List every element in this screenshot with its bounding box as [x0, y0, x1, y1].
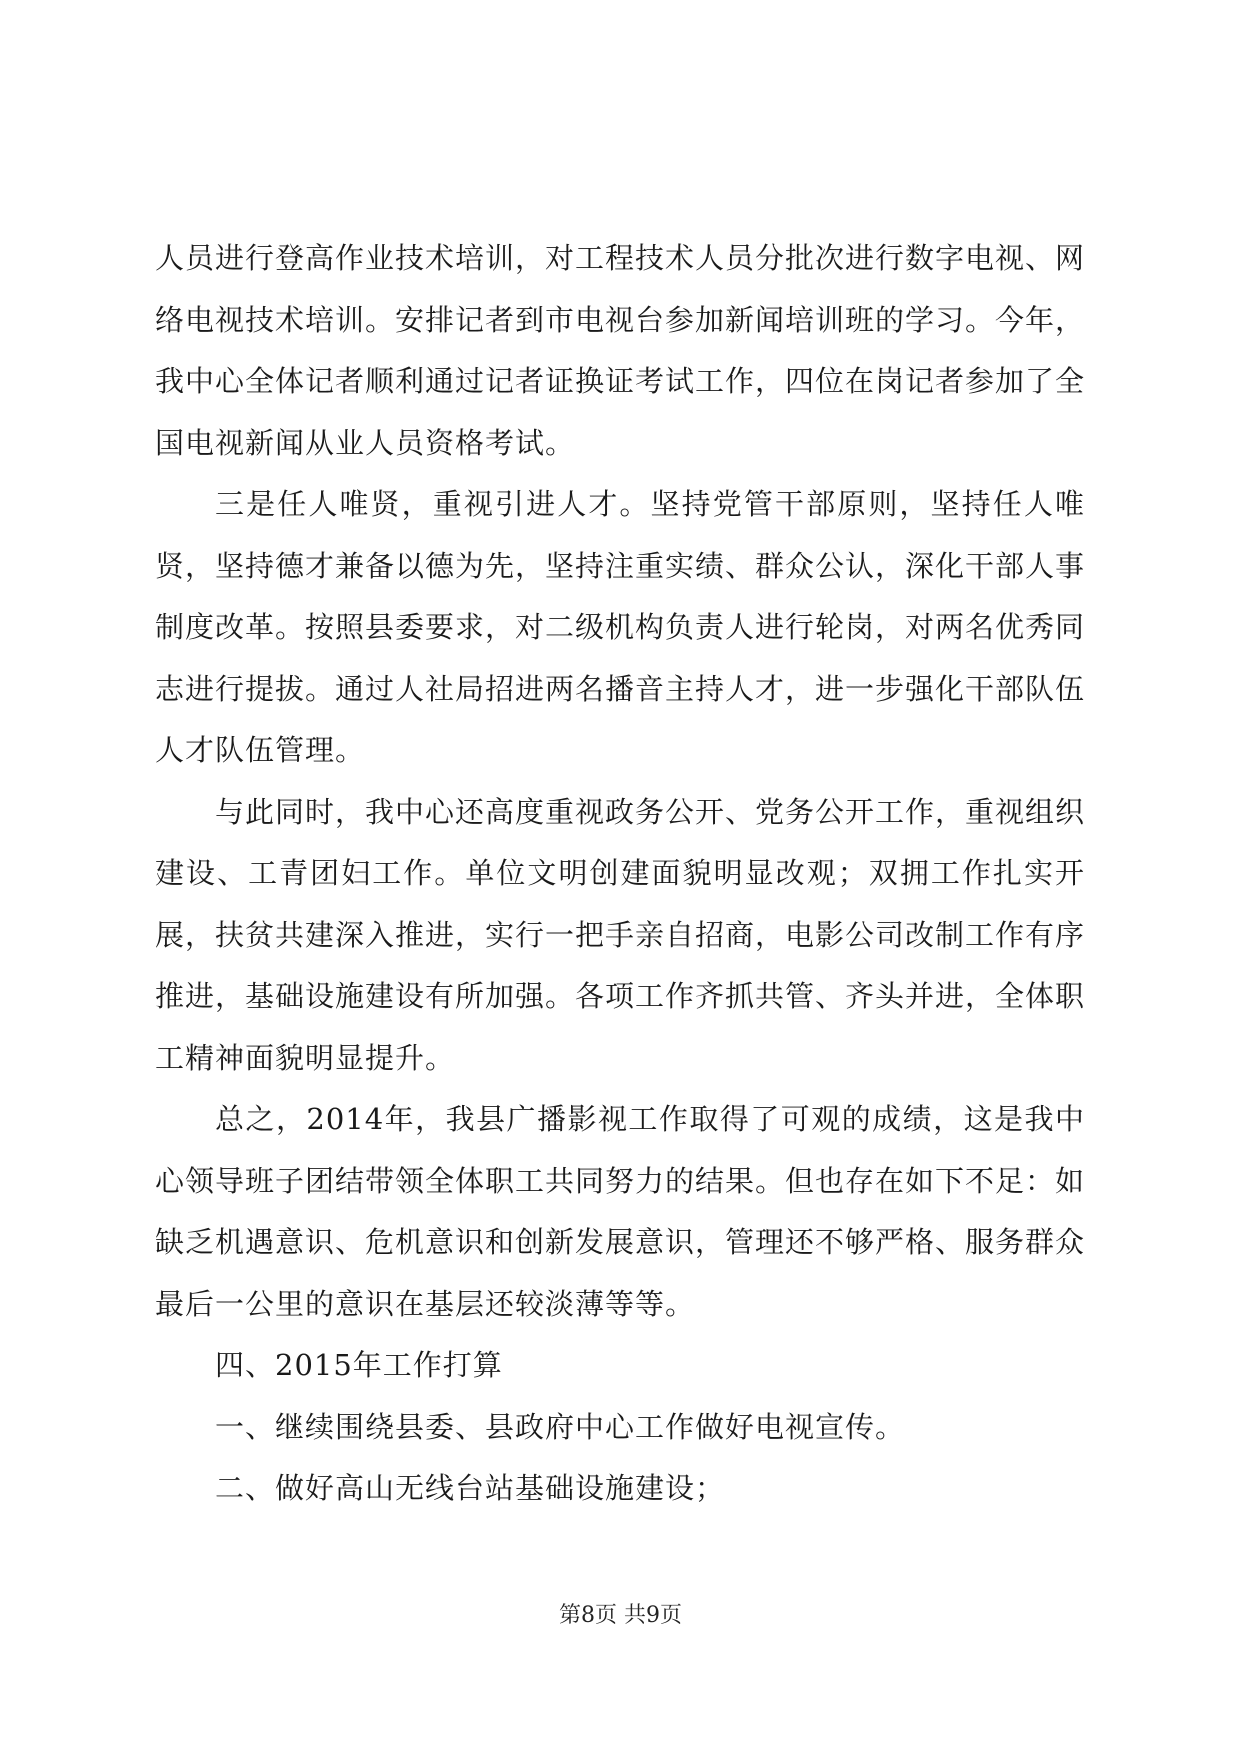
paragraph-talent: 三是任人唯贤，重视引进人才。坚持党管干部原则，坚持任人唯贤，坚持德才兼备以德为先，坚持注重实绩、群众公认，深化干部人事制度改革。按照县委要求，对二级机构负责人进行轮岗，对两名优秀同志进行提拔。通过人社局招进两名播音主持人才，进一步强化干部队伍人才队伍管理。 — [155, 487, 1086, 767]
document-body — [155, 228, 1085, 1520]
plan-item-2: 二、做好高山无线台站基础设施建设； — [215, 1471, 726, 1505]
paragraph-openness: 与此同时，我中心还高度重视政务公开、党务公开工作，重视组织建设、工青团妇工作。单位文明创建面貌明显改观；双拥工作扎实开展，扶贫共建深入推进，实行一把手亲自招商，电影公司改制工作有序推进，基础设施建设有所加强。各项工作齐抓共管、齐头并进，全体职工精神面貌明显提升。 — [155, 794, 1086, 1075]
paragraph-training: 人员进行登高作业技术培训，对工程技术人员分批次进行数字电视、网络电视技术培训。安排记者到市电视台参加新闻培训班的学习。今年，我中心全体记者顺利通过记者证换证考试工作，四位在岗记者参加了全国电视新闻从业人员资格考试。 — [155, 241, 1086, 460]
page-number-footer: 第8页 共9页 — [559, 1603, 682, 1628]
plan-item-1: 一、继续围绕县委、县政府中心工作做好电视宣传。 — [215, 1409, 906, 1444]
paragraph-summary: 总之，2014年，我县广播影视工作取得了可观的成绩，这是我中心领导班子团结带领全体职工共同努力的结果。但也存在如下不足：如缺乏机遇意识、危机意识和创新发展意识，管理还不够严格、服务群众最后一公里的意识在基层还较淡薄等等。 — [155, 1102, 1086, 1321]
section-heading-2015-plan: 四、2015年工作打算 — [215, 1348, 503, 1382]
